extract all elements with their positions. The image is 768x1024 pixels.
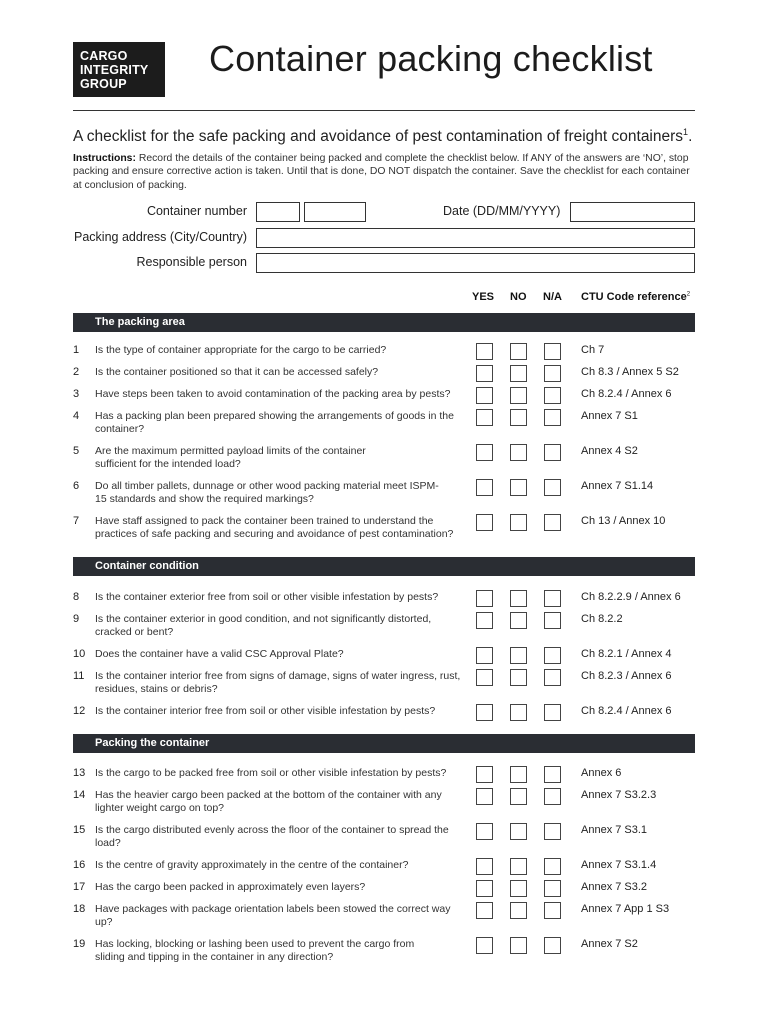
na-checkbox[interactable] (544, 823, 561, 840)
na-checkbox[interactable] (544, 880, 561, 897)
item-number: 1 (73, 344, 80, 356)
item-reference: Ch 8.2.4 / Annex 6 (581, 388, 672, 400)
item-question: Is the container exterior in good condition, and not significantly distorted, cracked or bent? (95, 613, 432, 639)
yes-checkbox[interactable] (476, 365, 493, 382)
checklist-row (73, 613, 695, 643)
no-checkbox[interactable] (510, 612, 527, 629)
item-reference: Annex 7 S1 (581, 410, 638, 422)
item-question: Are the maximum permitted payload limits of the container sufficient for the intended load? (95, 445, 366, 471)
date-label: Date (DD/MM/YYYY) (443, 204, 561, 218)
item-question: Is the container interior free from signs of damage, signs of water ingress, rust, residues, stains or debris? (95, 670, 461, 696)
item-number: 18 (73, 903, 86, 915)
subtitle-text: A checklist for the safe packing and avoidance of pest contamination of freight containers (73, 128, 684, 146)
na-checkbox[interactable] (544, 612, 561, 629)
na-checkbox[interactable] (544, 409, 561, 426)
no-checkbox[interactable] (510, 858, 527, 875)
responsible-person-field[interactable] (256, 253, 695, 273)
item-question: Have packages with package orientation labels been stowed the correct way up? (95, 903, 451, 929)
item-number: 3 (73, 388, 80, 400)
page-title: Container packing checklist (209, 38, 653, 79)
item-question: Is the cargo to be packed free from soil or other visible infestation by pests? (95, 767, 447, 779)
cargo-integrity-group-logo (73, 42, 165, 97)
col-na: N/A (543, 291, 562, 303)
item-reference: Annex 7 S1.14 (581, 480, 654, 492)
yes-checkbox[interactable] (476, 343, 493, 360)
responsible-person-label: Responsible person (136, 255, 247, 269)
yes-checkbox[interactable] (476, 444, 493, 461)
container-number-field[interactable] (304, 202, 366, 222)
yes-checkbox[interactable] (476, 766, 493, 783)
yes-checkbox[interactable] (476, 647, 493, 664)
logo-line: CARGO (80, 49, 128, 63)
item-question: Is the container interior free from soil or other visible infestation by pests? (95, 705, 436, 717)
na-checkbox[interactable] (544, 937, 561, 954)
yes-checkbox[interactable] (476, 937, 493, 954)
item-question: Is the container exterior free from soil or other visible infestation by pests? (95, 591, 439, 603)
item-reference: Ch 8.2.3 / Annex 6 (581, 670, 672, 682)
item-reference: Ch 8.2.2 (581, 613, 623, 625)
no-checkbox[interactable] (510, 590, 527, 607)
packing-address-label: Packing address (City/Country) (74, 230, 247, 244)
section-header: The packing area (73, 313, 695, 332)
item-number: 8 (73, 591, 80, 603)
col-ctu-reference-text: CTU Code reference (581, 291, 687, 303)
checklist-row (73, 515, 695, 545)
no-checkbox[interactable] (510, 444, 527, 461)
checklist-row (73, 705, 695, 735)
item-reference: Annex 7 S3.2.3 (581, 789, 657, 801)
no-checkbox[interactable] (510, 937, 527, 954)
checklist-row (73, 670, 695, 700)
item-question: Do all timber pallets, dunnage or other wood packing material meet ISPM-15 standards and show the required markings? (95, 480, 439, 506)
item-reference: Annex 7 S2 (581, 938, 638, 950)
no-checkbox[interactable] (510, 704, 527, 721)
no-checkbox[interactable] (510, 387, 527, 404)
checklist-row (73, 824, 695, 854)
no-checkbox[interactable] (510, 788, 527, 805)
yes-checkbox[interactable] (476, 612, 493, 629)
header-divider (73, 110, 695, 111)
item-reference: Ch 8.2.2.9 / Annex 6 (581, 591, 681, 603)
item-number: 2 (73, 366, 80, 378)
na-checkbox[interactable] (544, 444, 561, 461)
no-checkbox[interactable] (510, 365, 527, 382)
section-header: Container condition (73, 557, 695, 576)
instructions (73, 152, 698, 192)
yes-checkbox[interactable] (476, 590, 493, 607)
item-reference: Ch 8.2.4 / Annex 6 (581, 705, 672, 717)
subtitle-footnote: 1 (683, 127, 689, 137)
yes-checkbox[interactable] (476, 387, 493, 404)
na-checkbox[interactable] (544, 669, 561, 686)
item-reference: Ch 13 / Annex 10 (581, 515, 666, 527)
col-ctu-footnote: 2 (686, 291, 691, 298)
item-number: 9 (73, 613, 80, 625)
checklist-row (73, 938, 695, 968)
col-no: NO (510, 291, 527, 303)
item-reference: Annex 4 S2 (581, 445, 638, 457)
no-checkbox[interactable] (510, 902, 527, 919)
yes-checkbox[interactable] (476, 479, 493, 496)
logo-line: INTEGRITY (80, 63, 149, 77)
na-checkbox[interactable] (544, 766, 561, 783)
item-number: 12 (73, 705, 86, 717)
na-checkbox[interactable] (544, 343, 561, 360)
yes-checkbox[interactable] (476, 823, 493, 840)
yes-checkbox[interactable] (476, 880, 493, 897)
no-checkbox[interactable] (510, 514, 527, 531)
na-checkbox[interactable] (544, 387, 561, 404)
item-number: 6 (73, 480, 80, 492)
na-checkbox[interactable] (544, 858, 561, 875)
item-number: 14 (73, 789, 86, 801)
item-number: 13 (73, 767, 86, 779)
item-number: 15 (73, 824, 86, 836)
item-question: Has locking, blocking or lashing been used to prevent the cargo from sliding and tipping in the container in any direction? (95, 938, 415, 964)
item-reference: Annex 6 (581, 767, 622, 779)
item-question: Has a packing plan been prepared showing the arrangements of goods in the container? (95, 410, 454, 436)
yes-checkbox[interactable] (476, 704, 493, 721)
item-question: Has the cargo been packed in approximately even layers? (95, 881, 366, 893)
item-reference: Annex 7 S3.1 (581, 824, 648, 836)
date-field[interactable] (570, 202, 695, 222)
container-number-prefix-field[interactable] (256, 202, 300, 222)
item-reference: Annex 7 S3.1.4 (581, 859, 657, 871)
no-checkbox[interactable] (510, 669, 527, 686)
item-number: 16 (73, 859, 86, 871)
item-reference: Ch 8.3 / Annex 5 S2 (581, 366, 679, 378)
section-header: Packing the container (73, 734, 695, 753)
item-question: Have steps been taken to avoid contamination of the packing area by pests? (95, 388, 451, 400)
col-ctu-reference (581, 291, 690, 303)
no-checkbox[interactable] (510, 880, 527, 897)
item-question: Is the container positioned so that it can be accessed safely? (95, 366, 379, 378)
na-checkbox[interactable] (544, 514, 561, 531)
item-question: Is the type of container appropriate for the cargo to be carried? (95, 344, 387, 356)
no-checkbox[interactable] (510, 766, 527, 783)
instructions-label: Instructions: (73, 153, 136, 164)
subtitle-end: . (688, 128, 693, 146)
na-checkbox[interactable] (544, 590, 561, 607)
yes-checkbox[interactable] (476, 858, 493, 875)
subtitle (73, 127, 692, 146)
checklist-row (73, 480, 695, 510)
item-question: Is the cargo distributed evenly across the floor of the container to spread the load? (95, 824, 449, 850)
no-checkbox[interactable] (510, 343, 527, 360)
na-checkbox[interactable] (544, 704, 561, 721)
yes-checkbox[interactable] (476, 902, 493, 919)
item-number: 4 (73, 410, 80, 422)
no-checkbox[interactable] (510, 479, 527, 496)
item-number: 17 (73, 881, 86, 893)
na-checkbox[interactable] (544, 788, 561, 805)
item-number: 19 (73, 938, 86, 950)
no-checkbox[interactable] (510, 409, 527, 426)
item-number: 11 (73, 670, 85, 682)
item-question: Have staff assigned to pack the container been trained to understand the practices of safe packing and securing and avoidance of pest contamination? (95, 515, 454, 541)
yes-checkbox[interactable] (476, 514, 493, 531)
item-number: 10 (73, 648, 86, 660)
na-checkbox[interactable] (544, 647, 561, 664)
item-question: Does the container have a valid CSC Approval Plate? (95, 648, 344, 660)
checklist-row (73, 789, 695, 819)
item-reference: Ch 7 (581, 344, 605, 356)
no-checkbox[interactable] (510, 647, 527, 664)
yes-checkbox[interactable] (476, 788, 493, 805)
yes-checkbox[interactable] (476, 409, 493, 426)
na-checkbox[interactable] (544, 479, 561, 496)
item-question: Is the centre of gravity approximately in the centre of the container? (95, 859, 409, 871)
checklist-row (73, 903, 695, 933)
container-number-label: Container number (146, 204, 247, 218)
item-reference: Ch 8.2.1 / Annex 4 (581, 648, 672, 660)
item-reference: Annex 7 S3.2 (581, 881, 648, 893)
instructions-text: Record the details of the container being packed and complete the checklist below. If ANY of the answers are ‘NO’, stop packing and ensure corrective action is taken. Until that is done, DO NOT dispatch the container. Save the checklist for each container at conclusion of packing. (73, 153, 690, 191)
na-checkbox[interactable] (544, 365, 561, 382)
no-checkbox[interactable] (510, 823, 527, 840)
item-number: 5 (73, 445, 80, 457)
col-yes: YES (472, 291, 495, 303)
item-reference: Annex 7 App 1 S3 (581, 903, 670, 915)
packing-address-field[interactable] (256, 228, 695, 248)
na-checkbox[interactable] (544, 902, 561, 919)
yes-checkbox[interactable] (476, 669, 493, 686)
item-question: Has the heavier cargo been packed at the bottom of the container with any lighter weight cargo on top? (95, 789, 442, 815)
logo-line: GROUP (80, 77, 127, 91)
checklist-row (73, 410, 695, 440)
item-number: 7 (73, 515, 80, 527)
checklist-row (73, 445, 695, 475)
